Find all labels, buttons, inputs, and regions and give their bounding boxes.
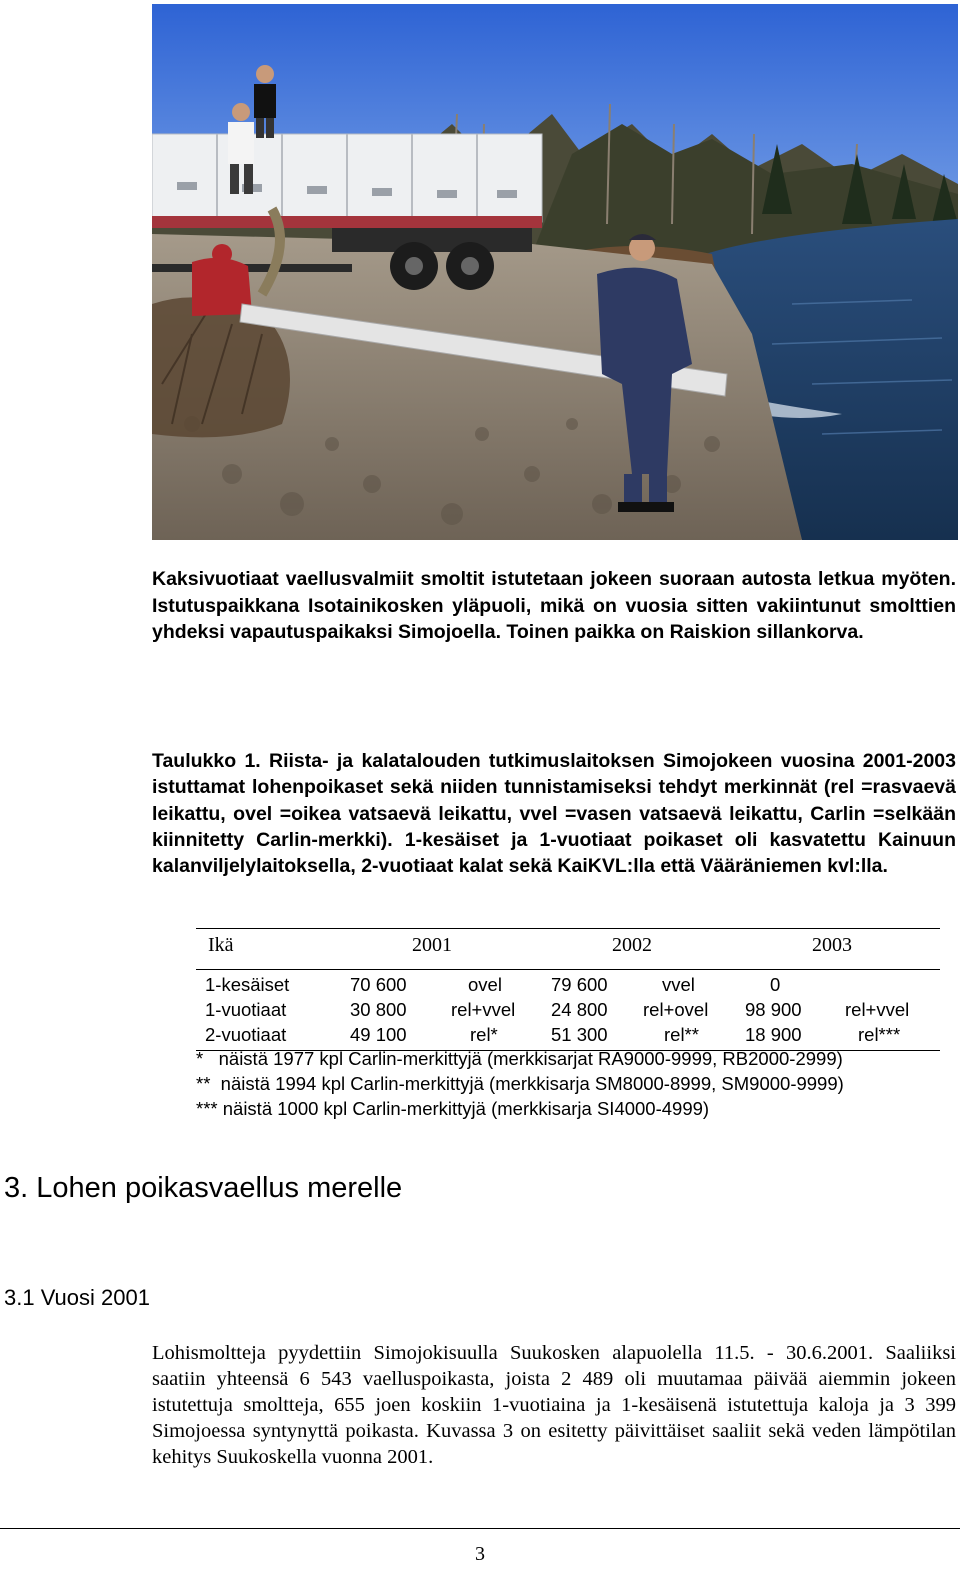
smolt-release-photo <box>152 4 958 540</box>
header-2001: 2001 <box>412 934 452 956</box>
table-row <box>196 999 940 1024</box>
photo-caption: Kaksivuotiaat vaellusvalmiit smoltit istutetaan jokeen suoraan autosta letkua myöten. Istutuspaikkana Isotainikosken yläpuoli, mikä on vuosia sitten vakiintunut smolttien yhdeksi vapautuspaikaksi Simojoella. Toinen paikka on Raiskion sillankorva. <box>152 568 956 643</box>
body-paragraph: Lohismoltteja pyydettiin Simojokisuulla Suukosken alapuolella 11.5. - 30.6.2001. Saaliiksi saatiin yhteensä 6 543 vaelluspoikasta, joista 2 489 oli muutamaa päivää aiemmin jokeen istutettuja smoltteja, 655 joen koskiin 1-vuotiaina ja 1-kesäisenä istutettuja kaloja ja 3 399 Simojoessa syntynyttä poikasta. Kuvassa 3 on esitetty päivittäiset saaliit sekä veden lämpötilan kehitys Suukoskella vuonna 2001. <box>152 1342 956 1468</box>
page-number: 3 <box>475 1543 485 1565</box>
cell-mark-2003: rel+vvel <box>845 999 910 1020</box>
footnote: *** näistä 1000 kpl Carlin-merkittyjä (merkkisarja SI4000-4999) <box>196 1098 710 1119</box>
header-age: Ikä <box>208 934 234 956</box>
cell-mark-2001: rel+vvel <box>451 999 516 1020</box>
stocking-table <box>196 928 940 1054</box>
footnote: * näistä 1977 kpl Carlin-merkittyjä (merkkisarjat RA9000-9999, RB2000-2999) <box>196 1048 843 1069</box>
cell-count-2003: 0 <box>770 974 781 995</box>
table-footnotes <box>196 1046 956 1121</box>
cell-count-2003: 18 900 <box>745 1024 802 1045</box>
cell-count-2002: 24 800 <box>551 999 608 1020</box>
subsection-heading: 3.1 Vuosi 2001 <box>4 1285 150 1310</box>
cell-mark-2003: rel*** <box>858 1024 901 1045</box>
cell-age: 2-vuotiaat <box>205 1024 287 1045</box>
cell-mark-2002: rel** <box>664 1024 699 1045</box>
header-2003: 2003 <box>812 934 852 956</box>
cell-count-2002: 51 300 <box>551 1024 608 1045</box>
header-2002: 2002 <box>612 934 652 956</box>
section-heading: 3. Lohen poikasvaellus merelle <box>4 1172 403 1204</box>
cell-count-2001: 70 600 <box>350 974 407 995</box>
footer-rule <box>0 1528 960 1529</box>
table-body <box>196 970 940 1054</box>
cell-count-2001: 49 100 <box>350 1024 407 1045</box>
cell-mark-2002: vvel <box>662 974 695 995</box>
cell-age: 1-vuotiaat <box>205 999 287 1020</box>
cell-mark-2002: rel+ovel <box>643 999 709 1020</box>
cell-age: 1-kesäiset <box>205 974 290 995</box>
footnote: ** näistä 1994 kpl Carlin-merkittyjä (merkkisarja SM8000-8999, SM9000-9999) <box>196 1073 844 1094</box>
cell-count-2003: 98 900 <box>745 999 802 1020</box>
table-caption: Taulukko 1. Riista- ja kalatalouden tutkimuslaitoksen Simojokeen vuosina 2001-2003 istuttamat lohenpoikaset sekä niiden tunnistamiseksi tehdyt merkinnät (rel =rasvaevä leikattu, ovel =oikea vatsaevä leikattu, vvel =vasen vatsaevä leikattu, Carlin =selkään kiinnitetty Carlin-merkki). 1-kesäiset ja 1-vuotiaat poikaset oli kasvatettu Kainuun kalanviljelylaitoksella, 2-vuotiaat kalat sekä KaiKVL:lla että Vääräniemen kvl:lla. <box>152 750 956 878</box>
cell-mark-2001: ovel <box>468 974 502 995</box>
table-row <box>196 974 940 999</box>
cell-mark-2001: rel* <box>470 1024 498 1045</box>
cell-count-2001: 30 800 <box>350 999 407 1020</box>
table-header <box>196 928 940 970</box>
cell-count-2002: 79 600 <box>551 974 608 995</box>
